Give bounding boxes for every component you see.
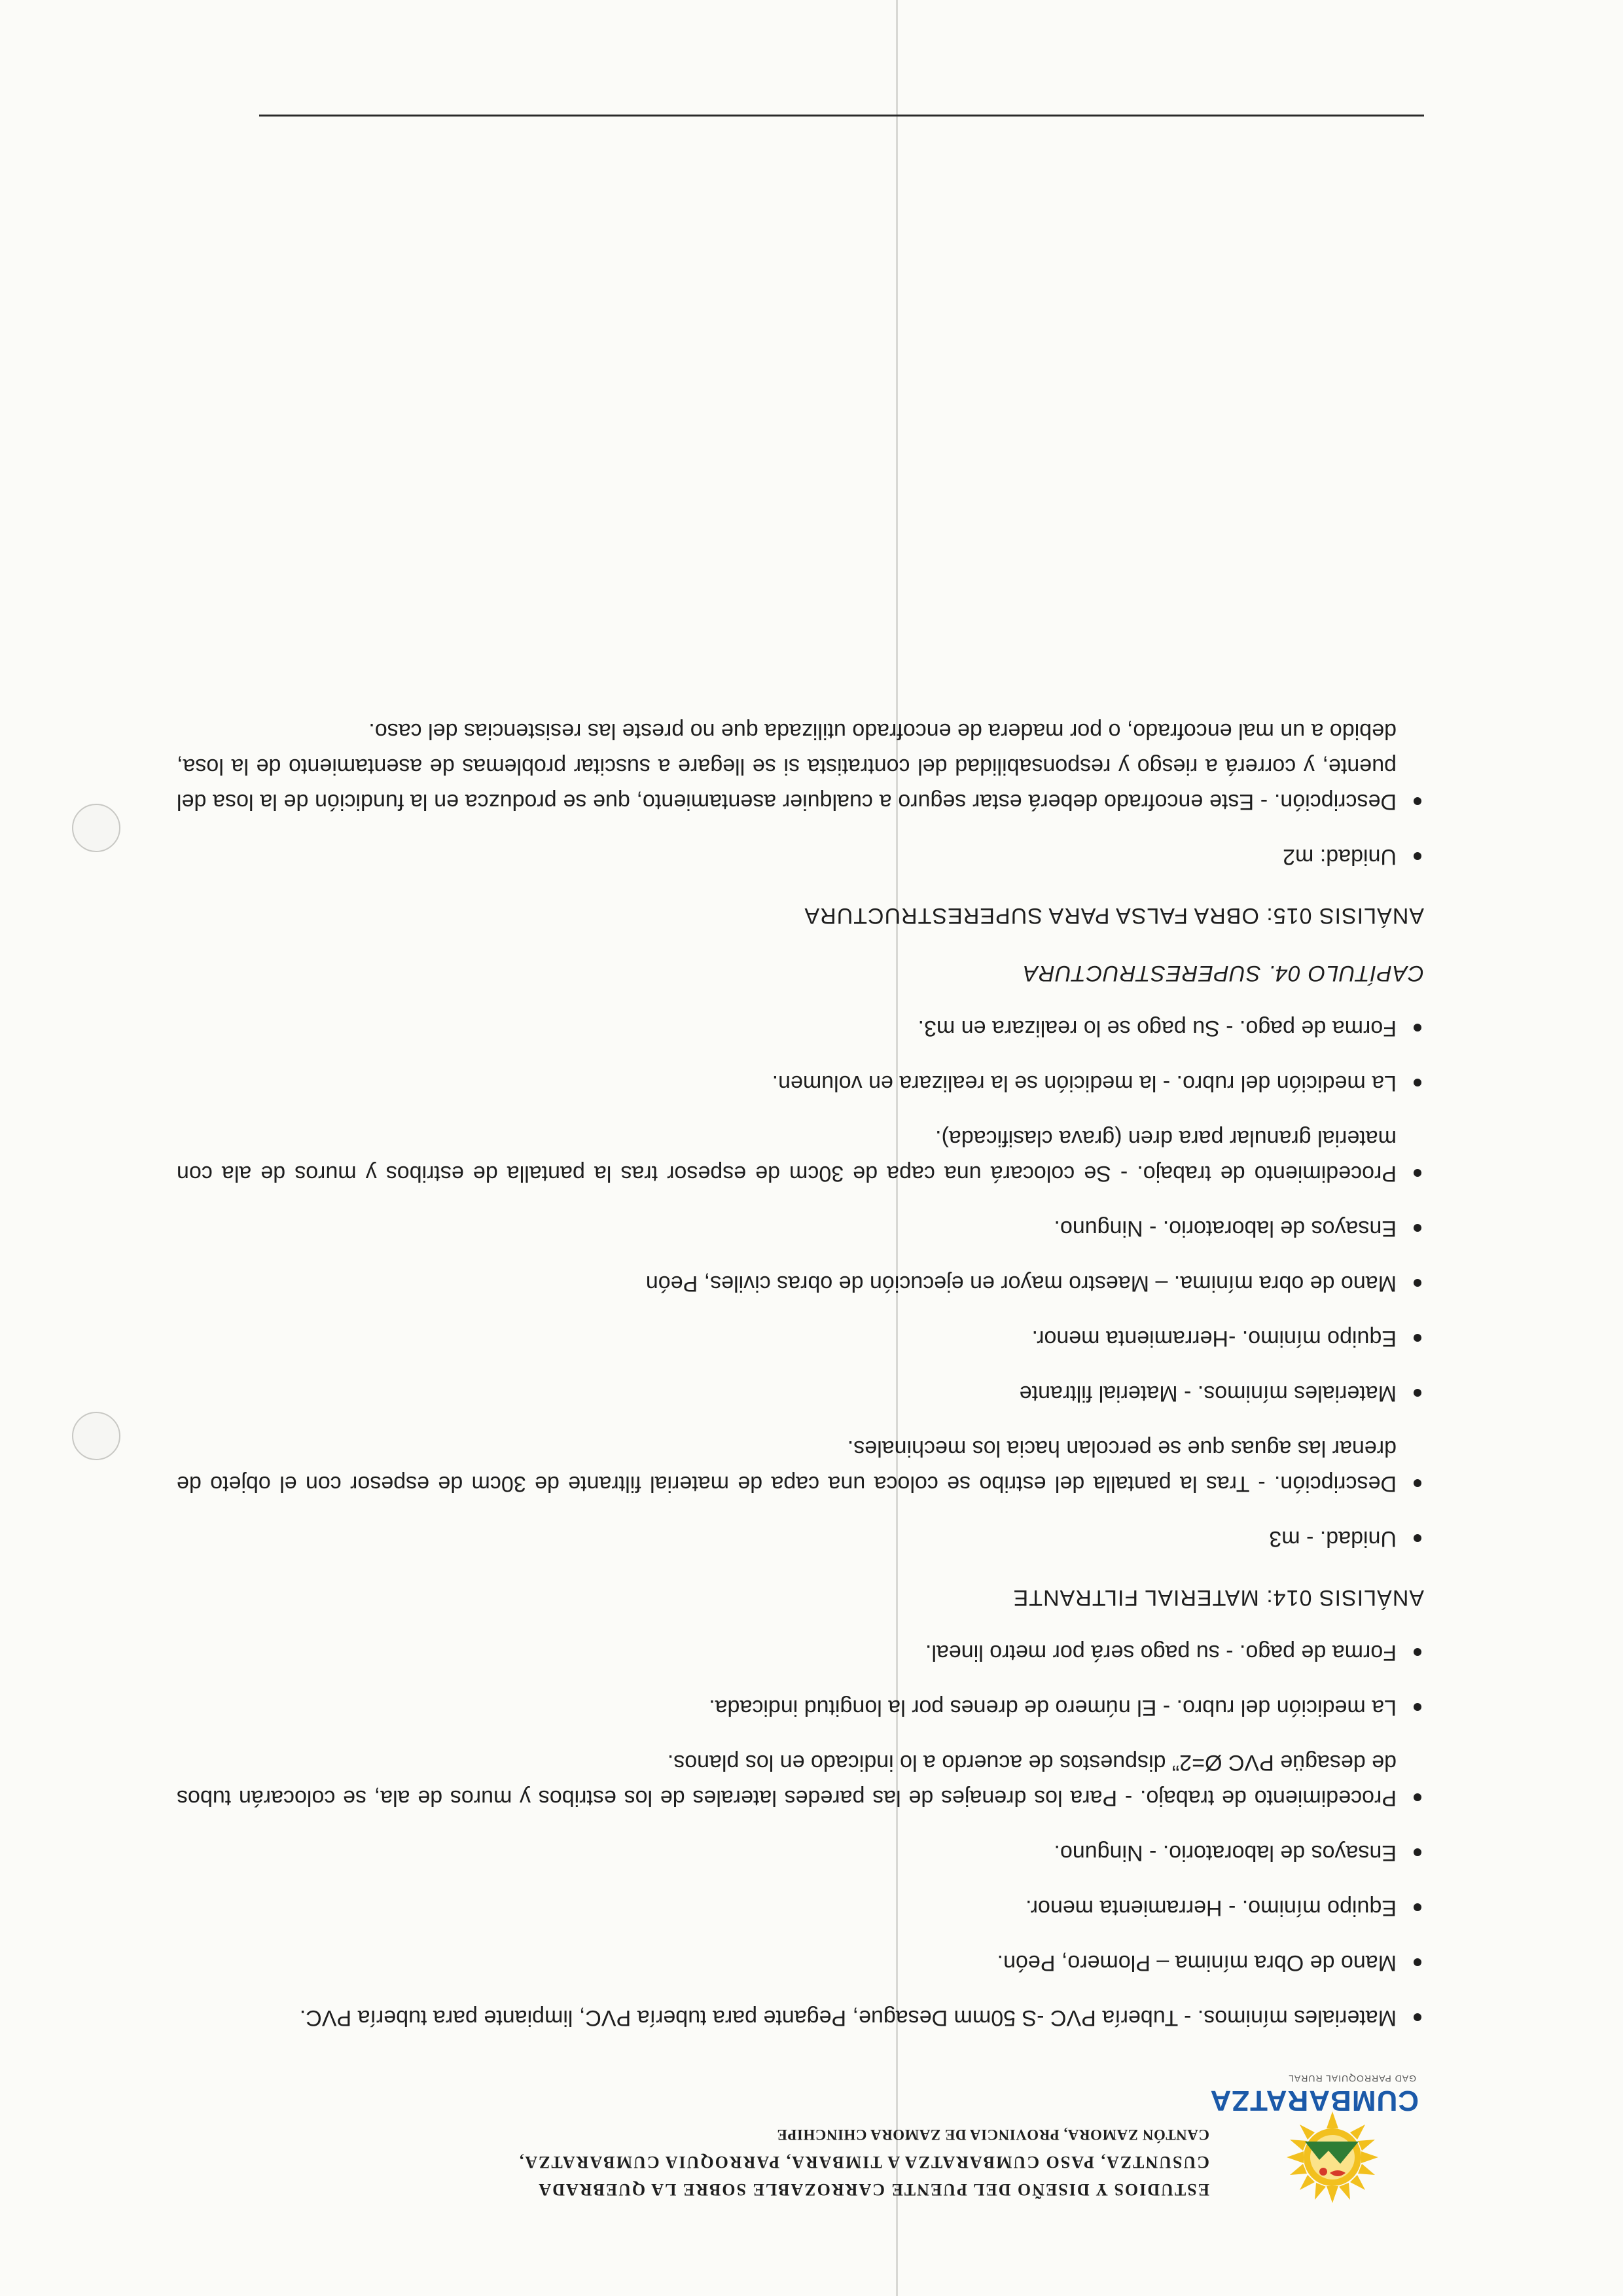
list-item: Mano de obra mínima. – Maestro mayor en ejecución de obras civiles, Peón xyxy=(177,1266,1424,1301)
list-item: Ensayos de laboratorio. - Ninguno. xyxy=(177,1211,1424,1246)
cumbaratza-logo xyxy=(1209,2060,1424,2208)
section-heading-analysis-014: ANÁLISIS 014: MATERIAL FILTRANTE xyxy=(1012,1585,1424,1610)
punch-hole xyxy=(72,1412,120,1460)
list-item: Mano de Obra mínima – Plomero, Peón. xyxy=(177,1945,1424,1981)
list-item: Ensayos de laboratorio. - Ninguno. xyxy=(177,1835,1424,1871)
section-heading-analysis-015: ANÁLISIS 015: OBRA FALSA PARA SUPERESTRUCTURA xyxy=(804,903,1424,928)
list-item: Forma de pago. - su pago será por metro lineal. xyxy=(177,1635,1424,1670)
footer-rule xyxy=(259,115,1424,117)
list-item: La medición del rubro. - El número de drenes por la longitud indicada. xyxy=(177,1690,1424,1725)
list-item: Forma de pago. - Su pago se lo realizara en m3. xyxy=(177,1011,1424,1046)
analysis-014-list xyxy=(177,1011,1424,1556)
list-item: Descripción. - Este encofrado deberá estar seguro a cualquier asentamiento, que se produzca en la fundición de la losa del puente, y correrá a riesgo y responsabilidad del contratista si se llegare a suscitar problemas de asentamiento de la losa, debido a un mal encofrado, o por madera de encofrado utilizada que no preste las resistencias del caso. xyxy=(177,713,1424,819)
logo-wordmark: CUMBARATZA xyxy=(1209,2085,1419,2117)
list-item: Procedimiento de trabajo. - Para los drenajes de las paredes laterales de los estribos y muros de ala, se colocarán tubos de desagüe PVC Ø=2” dispuestos de acuerdo a lo indicado en los planos. xyxy=(177,1745,1424,1816)
list-item: Equipo mínimo. -Herramienta menor. xyxy=(177,1321,1424,1356)
list-item: La medición del rubro. - la medición se la realizara en volumen. xyxy=(177,1066,1424,1101)
header-location: CANTÓN ZAMORA, PROVINCIA DE ZAMORA CHINCHIPE xyxy=(777,2126,1209,2143)
list-item: Unidad. - m3 xyxy=(177,1521,1424,1556)
list-item: Unidad: m2 xyxy=(177,839,1424,874)
header-title-block xyxy=(404,2121,1209,2203)
punch-hole xyxy=(72,804,120,852)
chapter-heading: CAPÍTULO 04. SUPERESTRUCTURA xyxy=(1022,961,1424,986)
logo-subtitle: GAD PARROQUIAL RURAL xyxy=(1288,2073,1416,2084)
header-title-line-1: ESTUDIOS Y DISEÑO DEL PUENTE CARROZABLE SOBRE LA QUEBRADA xyxy=(537,2180,1209,2199)
sun-mountain-logo-icon xyxy=(1241,2110,1424,2208)
list-item: Equipo mínimo. - Herramienta menor. xyxy=(177,1890,1424,1926)
list-item: Materiales mínimos. - Tubería PVC -S 50mm Desague, Pegante para tubería PVC, limpiante para tubería PVC. xyxy=(177,2000,1424,2036)
header-title-line-2: CUSUNTZA, PASO CUMBARATZA A TIMBARA, PARROQUIA CUMBARATZA, xyxy=(518,2153,1209,2172)
drainage-spec-list xyxy=(177,1635,1424,2036)
document-body xyxy=(177,694,1424,2036)
list-item: Procedimiento de trabajo. - Se colocará una capa de 30cm de espesor tras la pantalla de estribos y muros de ala con material granular para dren (grava clasificada). xyxy=(177,1121,1424,1191)
list-item: Descripción. - Tras la pantalla del estribo se coloca una capa de material filtrante de 30cm de espesor con el objeto de drenar las aguas que se percolan hacia los mechinales. xyxy=(177,1431,1424,1501)
document-header xyxy=(128,2060,1424,2208)
analysis-015-list xyxy=(177,713,1424,874)
list-item: Materiales mínimos. - Material filtrante xyxy=(177,1376,1424,1411)
